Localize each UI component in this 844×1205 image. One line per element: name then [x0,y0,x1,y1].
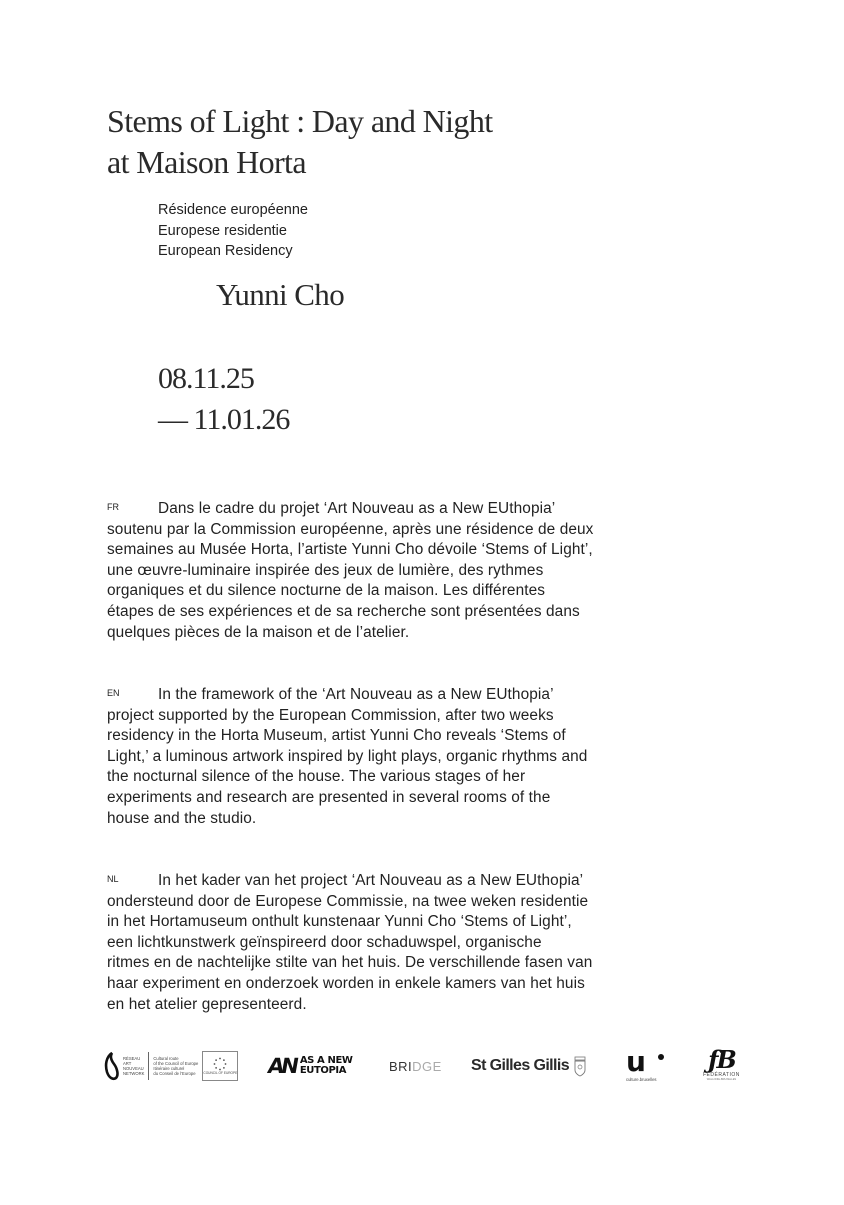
paragraph-line: quelques pièces de la maison et de l’atelier. [107,623,410,641]
bridge-logo [389,1059,442,1074]
logo-text-line: Cultural route [153,1056,179,1061]
paragraph-line: étapes de ses expériences et de sa recherche sont présentées dans [107,602,580,620]
paragraph-line: een lichtkunstwerk geïnspireerd door schaduwspel, organische [107,933,542,951]
logo-text-line: ART [123,1061,132,1066]
federation-mark: ƒB [708,1045,735,1074]
paragraph-line: Light,’ a luminous artwork inspired by light plays, organic rhythms and [107,747,588,765]
page-title [107,101,493,183]
paragraph-fr [107,499,687,643]
paragraph-line: une œuvre-luminaire inspirée des jeux de lumière, des rythmes [107,561,544,579]
paragraph-line: semaines au Musée Horta, l’artiste Yunni Cho dévoile ‘Stems of Light’, [107,541,593,559]
st-gilles-logo [471,1055,587,1077]
council-of-europe-seal [202,1051,238,1081]
eu-stars-icon [213,1057,227,1071]
paragraph-line: Dans le cadre du projet ‘Art Nouveau as a New EUthopia’ [158,500,556,517]
paragraph-line: the nocturnal silence of the house. The various stages of her [107,768,526,786]
paragraph-line: In the framework of the ‘Art Nouveau as a New EUthopia’ [158,686,554,703]
date-start: 08.11.25 [158,362,254,395]
paragraph-line: soutenu par la Commission européenne, après une résidence de deux [107,520,594,538]
residency-block [158,200,308,262]
language-tag-en: EN [107,688,120,698]
logo-text-line: AS A NEW [299,1055,353,1066]
logo-text-line: NETWORK [123,1071,145,1076]
logo-text-line: du Conseil de l’Europe [153,1071,196,1076]
paragraph-line: In het kader van het project ‘Art Nouveau as a New EUthopia’ [158,872,584,889]
paragraph-line: en het atelier gepresenteerd. [107,995,307,1013]
logo-text-line: Itinéraire culturel [153,1066,185,1071]
art-nouveau-network-logo [104,1051,238,1081]
paragraph-line: house and the studio. [107,809,257,827]
date-end: — 11.01.26 [158,403,290,436]
paragraph-nl [107,871,687,1015]
council-seal-text: COUNCIL OF EUROPE [203,1071,238,1075]
language-tag-fr: FR [107,502,119,512]
paragraph-line: residency in the Horta Museum, artist Yunni Cho reveals ‘Stems of [107,727,566,745]
ulb-caption: culture.bruxelles [626,1077,657,1082]
exhibition-dates [158,358,289,440]
logo-text-line: of the Council of Europe [153,1061,199,1066]
paragraph-line: project supported by the European Commission, after two weeks [107,706,554,724]
language-tag-nl: NL [107,874,119,884]
art-nouveau-network-text [123,1056,144,1076]
paragraph-line: experiments and research are presented in several rooms of the [107,788,551,806]
euthopia-mark: AN [265,1054,298,1078]
art-nouveau-network-icon [104,1051,120,1081]
federation-logo [703,1047,740,1081]
st-gilles-text: St Gilles Gillis [471,1057,569,1074]
residency-fr: Résidence européenne [158,202,308,218]
logo-divider [148,1052,149,1080]
paragraph-line: haar experiment en onderzoek worden in enkele kamers van het huis [107,974,585,992]
title-line-2: at Maison Horta [107,144,306,180]
euthopia-logo [265,1054,353,1078]
residency-nl: Europese residentie [158,222,287,239]
ulb-logo [626,1045,664,1082]
paragraph-line: in het Hortamuseum onthult kunstenaar Yunni Cho ‘Stems of Light’, [107,913,572,931]
bridge-text-light: DGE [412,1059,442,1074]
artist-name: Yunni Cho [216,277,345,312]
paragraph-en [107,685,687,829]
paragraph-line: organiques et du silence nocturne de la maison. Les différentes [107,582,546,600]
ulb-mark: u [626,1045,646,1078]
logo-text-line: RÉSEAU [123,1056,141,1061]
st-gilles-crest-icon [573,1055,587,1077]
federation-text: FÉDÉRATION [703,1072,740,1078]
residency-en: European Residency [158,243,293,259]
paragraph-line: ritmes en de nachtelijke stilte van het huis. De verschillende fasen van [107,954,593,972]
euthopia-text [300,1056,353,1076]
logo-text-line: EUTOPIA [299,1065,347,1076]
bridge-text-dark: BRI [389,1059,413,1074]
paragraph-line: ondersteund door de Europese Commissie, na twee weken residentie [107,892,589,910]
partner-logos [0,1045,844,1091]
logo-text-line: NOUVEAU [123,1066,144,1071]
ulb-dot-icon [658,1054,664,1060]
council-route-text [153,1056,198,1076]
federation-subtext: WALLONIE-BRUXELLES [706,1078,737,1081]
title-line-1: Stems of Light : Day and Night [107,103,493,139]
